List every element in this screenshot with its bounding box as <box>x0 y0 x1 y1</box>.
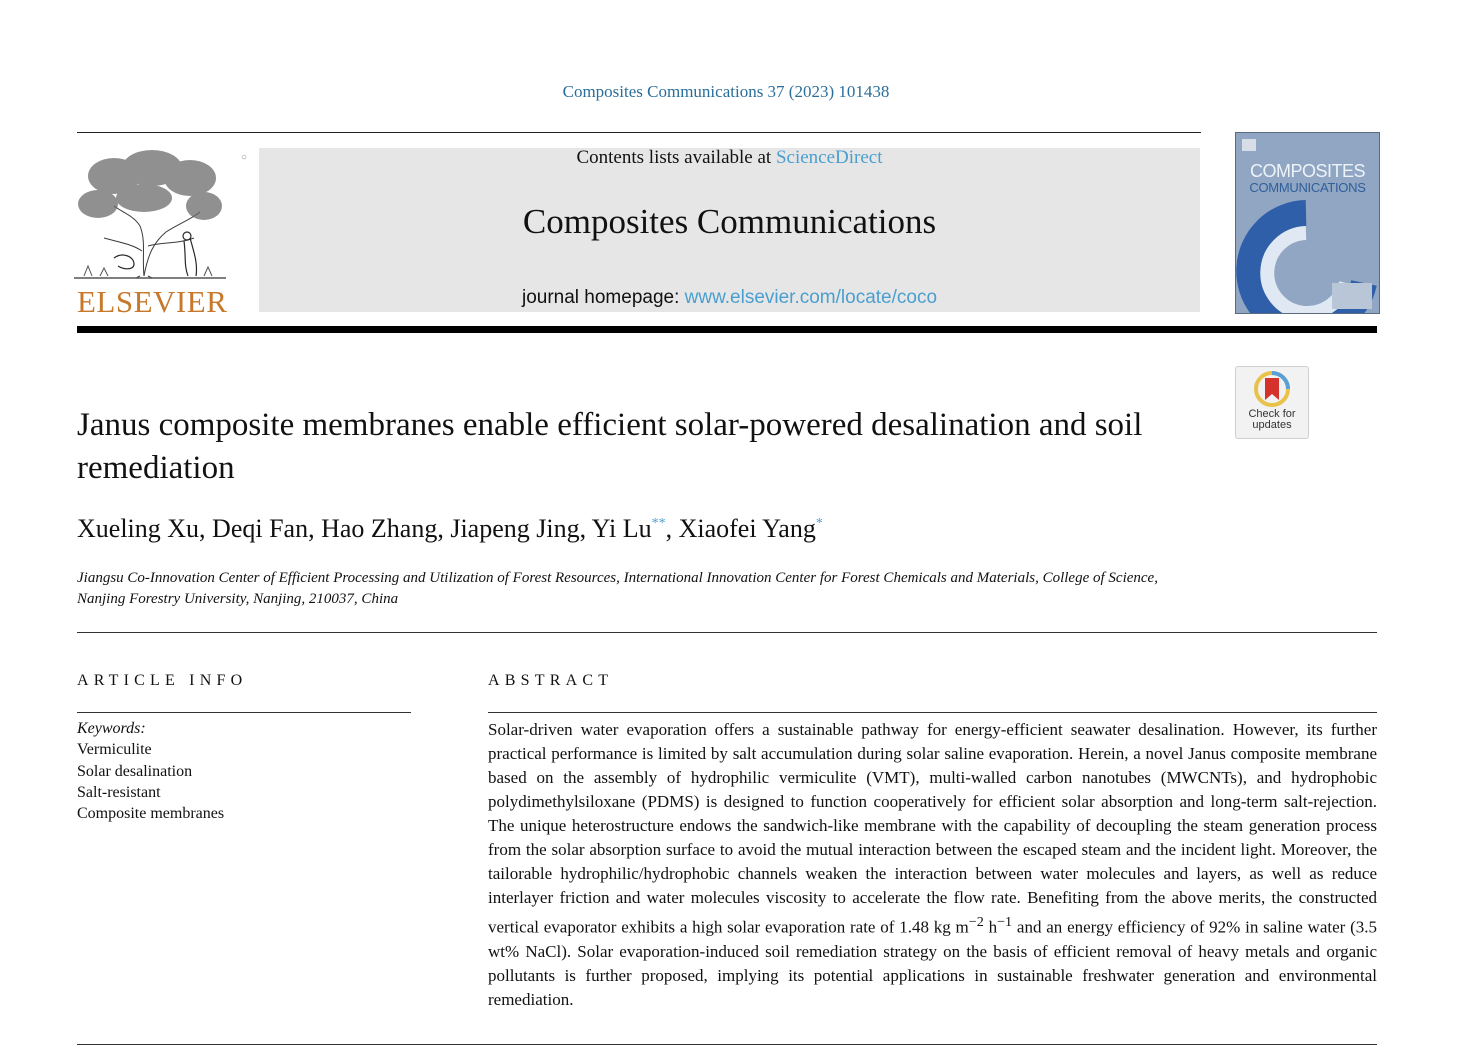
author-name[interactable]: Yi Lu <box>591 514 652 543</box>
contents-line <box>259 147 1200 169</box>
contents-prefix: Contents lists available at <box>576 147 776 168</box>
cover-title-line1: COMPOSITES <box>1249 161 1365 181</box>
keyword-item: Vermiculite <box>77 741 152 759</box>
author-name[interactable]: Deqi Fan <box>212 514 309 543</box>
abstract-text <box>488 718 1377 1012</box>
cover-title-line2: COMMUNICATIONS <box>1249 180 1366 195</box>
homepage-link[interactable]: www.elsevier.com/locate/coco <box>684 287 938 308</box>
abstract-part: h <box>983 917 998 937</box>
cover-art-icon <box>1236 133 1379 313</box>
keyword-item: Composite membranes <box>77 805 225 823</box>
divider-thick <box>77 326 1377 333</box>
article-title: Janus composite membranes enable efficient solar-powered desalination and soil remediation <box>77 407 1143 486</box>
journal-name: Composites Communications <box>522 202 937 241</box>
bullet-icon: ○ <box>241 152 248 163</box>
corresponding-mark[interactable]: * <box>815 516 823 531</box>
check-line-2: updates <box>1252 419 1292 431</box>
abstract-part: Solar-driven water evaporation offers a sustainable pathway for energy-efficient seawater desalination. However, its further practical performance is limited by salt accumulation during solar saline evaporation. Herein, a novel Janus composite membrane based on the assembly of hydrophilic vermiculite (VMT), multi-walled carbon nanotubes (MWCNTs), and hydrophobic polydimethylsiloxane (PDMS) is designed to function cooperatively for efficient solar absorption and long-term salt-rejection. The unique heterostructure endows the sandwich-like membrane with the capability of decoupling the steam generation process from the solar absorption surface to avoid the mutual interaction between the escaped steam and the incident light. Moreover, the tailorable hydrophilic/hydrophobic channels weaken the interaction between water molecules and layers, as well as reduce interlayer friction and water molecules viscosity to accelerate the flow rate. Benefiting from the above merits, the constructed vertical evaporator exhibits a high solar evaporation rate of 1.48 kg m <box>488 720 1377 937</box>
divider <box>77 1044 1377 1045</box>
article-info-heading: ARTICLE INFO <box>77 672 248 689</box>
divider <box>77 632 1377 633</box>
check-for-updates-button[interactable] <box>1235 366 1309 439</box>
author-separator: , <box>665 514 679 543</box>
superscript: −1 <box>997 914 1013 930</box>
bookmark-icon <box>1254 370 1290 408</box>
elsevier-wordmark: ELSEVIER <box>77 284 228 319</box>
keyword-item: Solar desalination <box>77 762 193 780</box>
abstract-part: and an energy efficiency of 92% in saline water (3.5 wt% NaCl). Solar evaporation-induced soil remediation strategy on the basis of efficient removal of heavy metals and organic pollutants is further proposed, implying its potential applications in sustainable freshwater generation and environmental remediation. <box>488 917 1377 1009</box>
keywords-label: Keywords: <box>77 720 146 737</box>
author-list <box>77 514 823 544</box>
homepage-prefix: journal homepage: <box>521 287 685 308</box>
abstract-heading: ABSTRACT <box>488 672 614 689</box>
journal-cover[interactable] <box>1235 132 1380 314</box>
corresponding-mark[interactable]: ** <box>651 516 666 531</box>
author-separator: , <box>437 514 451 543</box>
check-line-1: Check for <box>1248 408 1296 420</box>
divider <box>77 712 411 713</box>
divider <box>77 132 1201 133</box>
author-separator: , <box>199 514 213 543</box>
author-separator: , <box>308 514 322 543</box>
superscript: −2 <box>968 914 984 930</box>
affiliation: Jiangsu Co-Innovation Center of Efficient Processing and Utilization of Forest Resources, International Innovation Center for Forest Chemicals and Materials, College of Science, Nanjing Forestry University, Nanjing, 210037, China <box>77 570 1158 607</box>
author-name[interactable]: Jiapeng Jing <box>450 514 580 543</box>
author-name[interactable]: Hao Zhang <box>321 514 438 543</box>
author-name[interactable]: Xueling Xu <box>77 514 200 543</box>
sciencedirect-link[interactable]: ScienceDirect <box>775 147 883 168</box>
keyword-item: Salt-resistant <box>77 783 161 801</box>
check-for-updates-label <box>1236 409 1308 431</box>
author-name[interactable]: Xiaofei Yang <box>678 514 816 543</box>
keywords-list <box>77 718 224 824</box>
homepage-line <box>259 287 1200 309</box>
divider <box>488 712 1377 713</box>
author-separator: , <box>579 514 592 543</box>
journal-citation[interactable]: Composites Communications 37 (2023) 101438 <box>562 82 890 101</box>
